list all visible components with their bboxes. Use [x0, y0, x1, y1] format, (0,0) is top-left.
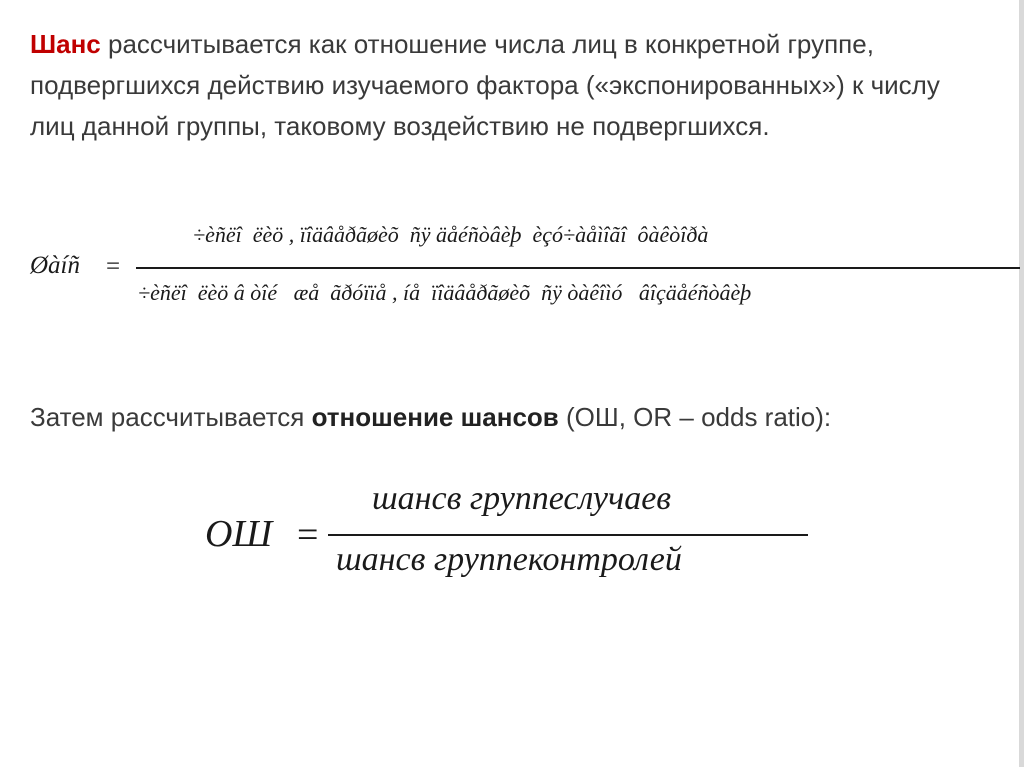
chance-formula-numerator: ÷èñëî ëèö , ïîäâåðãøèõ ñÿ äåéñòâèþ èçó÷àåìîãî ôàêòîðà [193, 222, 709, 247]
chance-definition-paragraph [30, 24, 990, 147]
odds-ratio-formula-numerator: шансв группеслучаев [372, 480, 672, 517]
odds-ratio-sentence [30, 397, 831, 438]
odds-ratio-formula-lhs: ОШ [205, 513, 273, 555]
chance-definition-text: рассчитывается как отношение числа лиц в конкретной группе, подвергшихся действию изучаемого фактора («экспонированных») к числу лиц данной группы, таковому воздействию не подвергшихся. [30, 29, 940, 141]
chance-formula-lhs: Øàíñ [30, 252, 80, 279]
odds-ratio-prefix: Затем рассчитывается [30, 402, 312, 432]
slide-right-edge [1019, 0, 1024, 767]
odds-ratio-formula-denominator: шансв группеконтролей [336, 541, 682, 578]
chance-formula [30, 222, 1000, 322]
odds-ratio-formula [200, 478, 840, 598]
chance-formula-denominator: ÷èñëî ëèö â òîé æå ãðóïïå , íå ïîäâåðãøèõ ñÿ òàêîìó âîçäåéñòâèþ [138, 280, 752, 305]
odds-ratio-term: отношение шансов [311, 402, 559, 432]
chance-formula-fraction-bar [136, 267, 1020, 269]
chance-term: Шанс [30, 29, 101, 59]
odds-ratio-suffix: (ОШ, OR – odds ratio): [558, 402, 832, 432]
odds-ratio-formula-fraction-bar [328, 534, 808, 536]
chance-formula-equals: = [106, 253, 121, 280]
odds-ratio-formula-equals: = [297, 514, 319, 556]
